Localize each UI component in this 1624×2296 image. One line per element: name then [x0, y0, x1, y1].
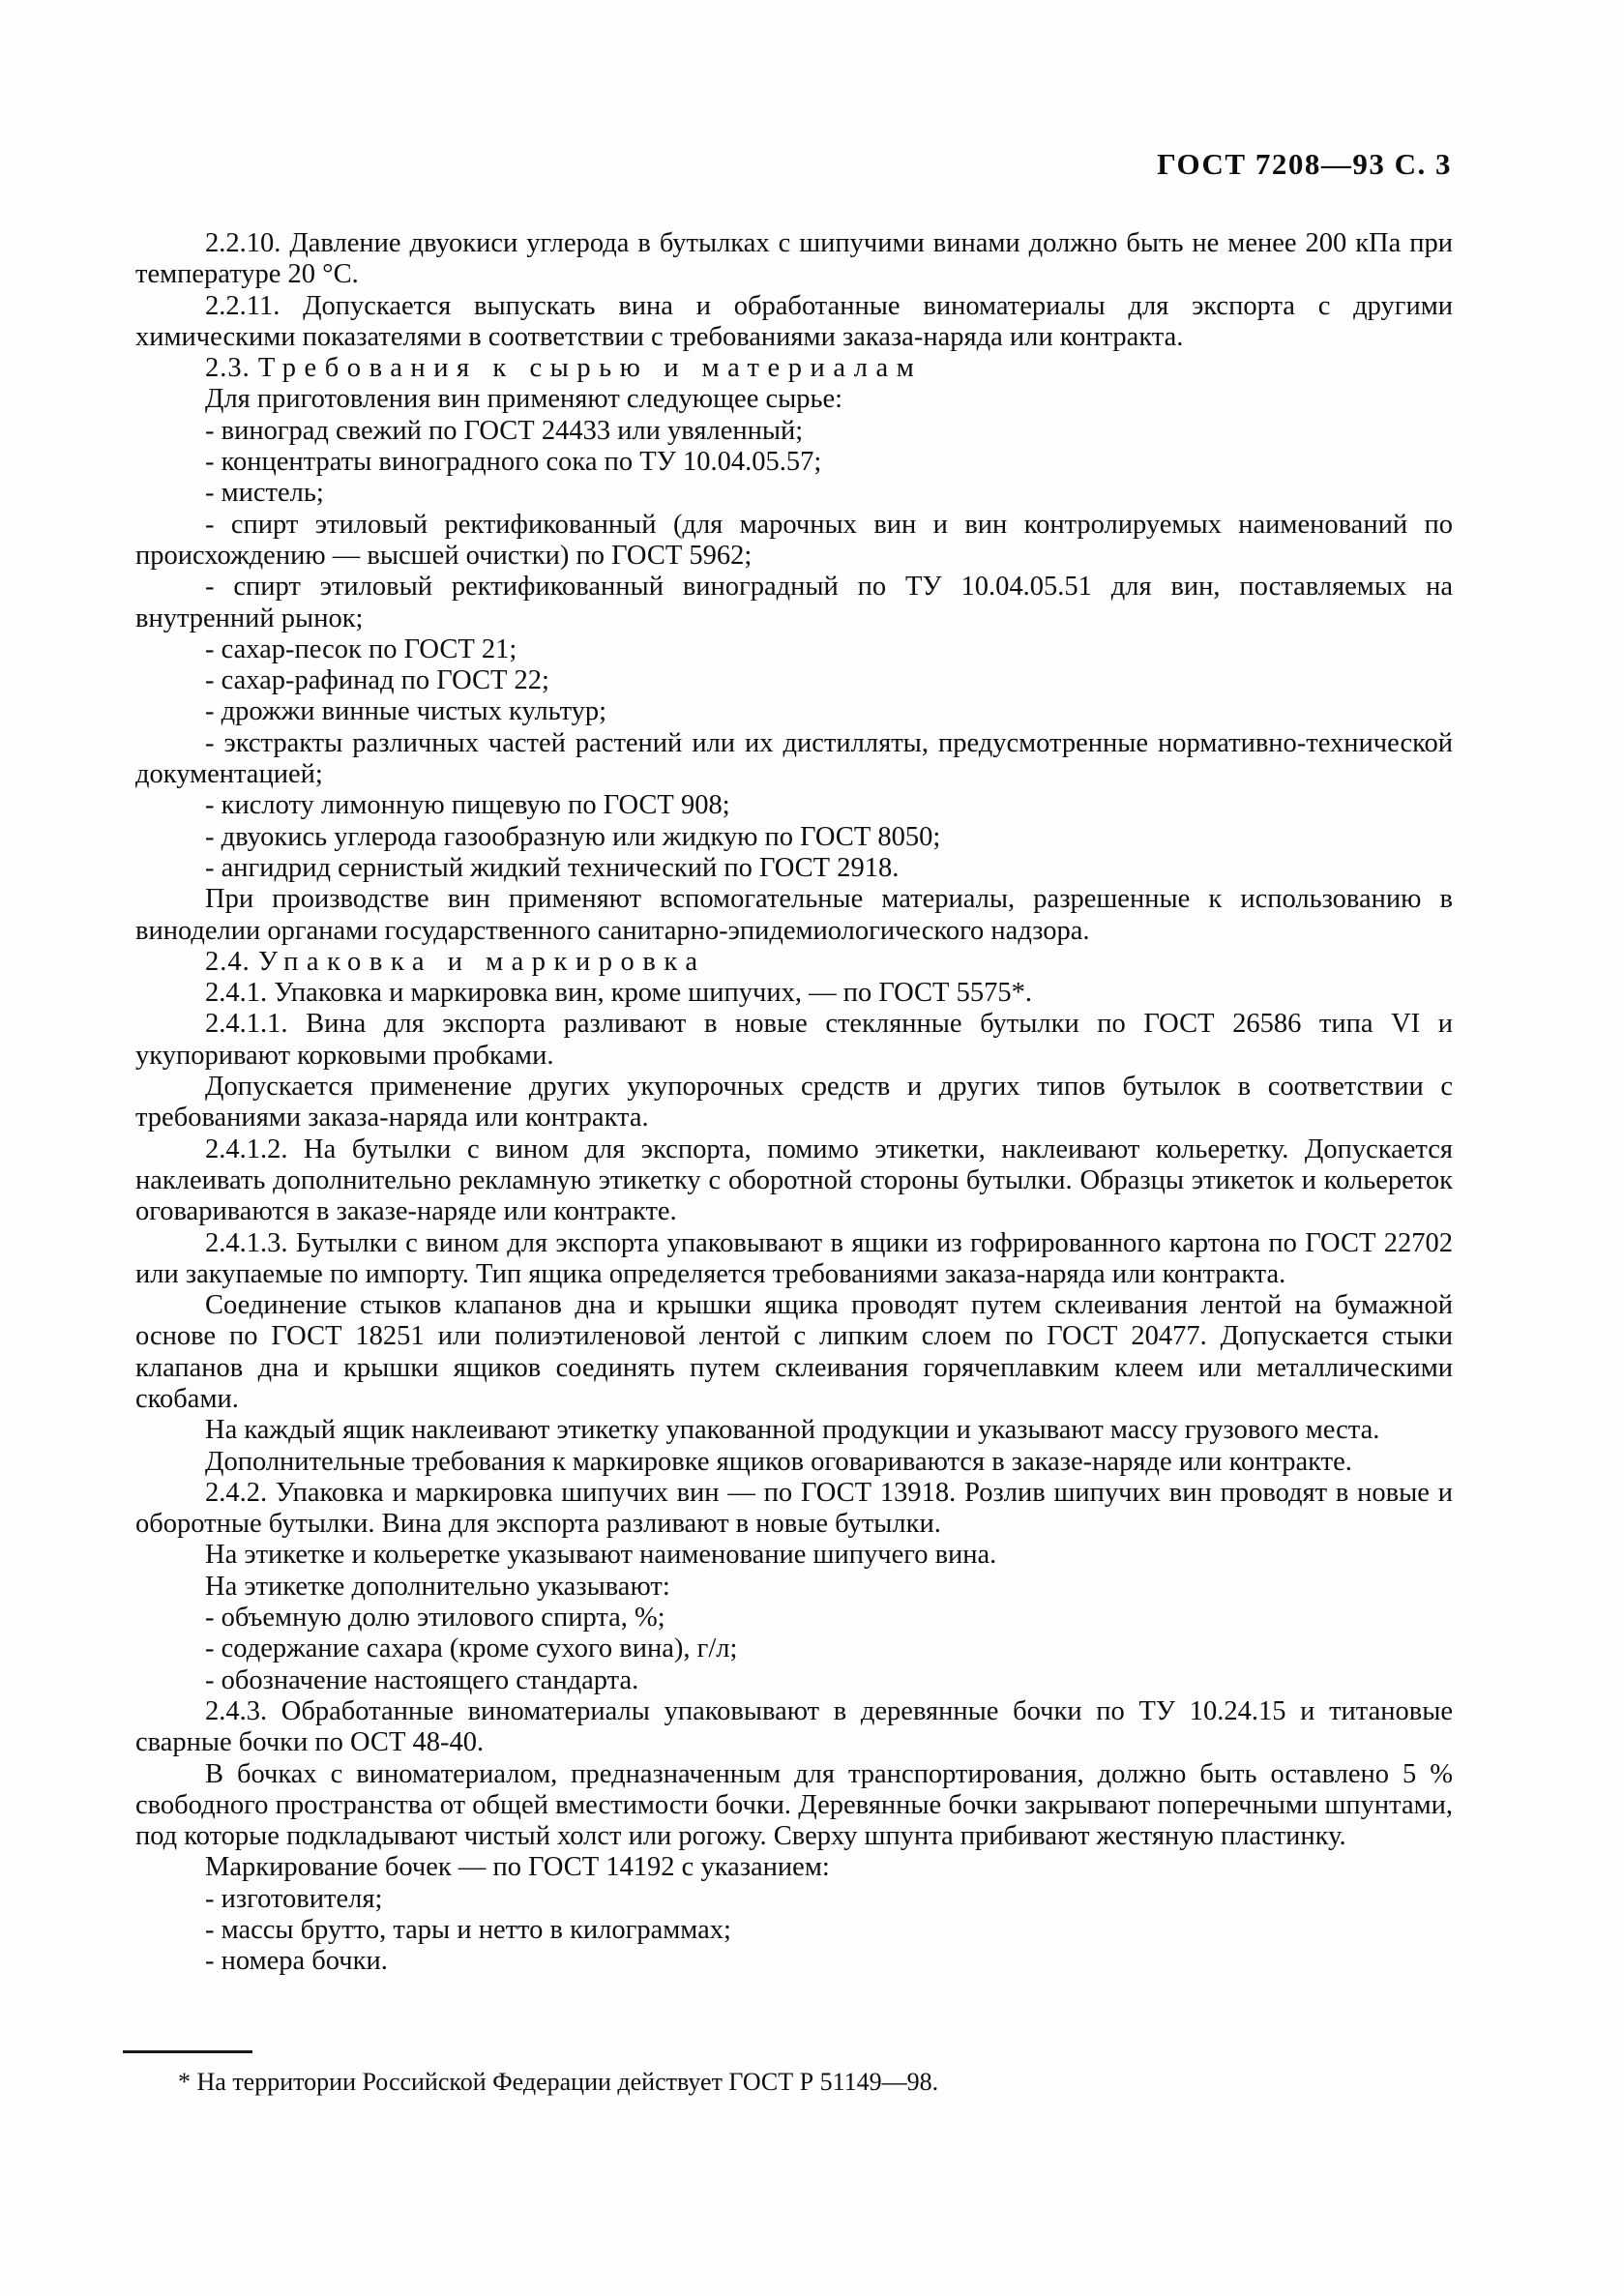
paragraph: Маркирование бочек — по ГОСТ 14192 с указанием:: [205, 1852, 830, 1883]
paragraph: - кислоту лимонную пищевую по ГОСТ 908;: [205, 790, 730, 821]
section-title: Упаковка и маркировка: [257, 946, 706, 977]
paragraph: При производстве вин применяют вспомогательные материалы, разрешенные к использованию в виноделии органами государственного санитарно-эпидемиологического надзора.: [135, 884, 1453, 946]
paragraph: 2.4.3. Обработанные виноматериалы упаковывают в деревянные бочки по ТУ 10.24.15 и титановые сварные бочки по ОСТ 48-40.: [135, 1695, 1453, 1758]
paragraph: 2.2.11. Допускается выпускать вина и обработанные виноматериалы для экспорта с другими химическими показателями в соответствии с требованиями заказа-наряда или контракта.: [135, 290, 1453, 352]
section-heading: [135, 353, 1453, 384]
paragraph: В бочках с виноматериалом, предназначенным для транспортирования, должно быть оставлено 5 % свободного пространства от общей вместимости бочки. Деревянные бочки закрывают поперечными шпунтами, под которые подкладывают чистый холст или рогожу. Сверху шпунта прибивают жестяную пластинку.: [135, 1758, 1453, 1852]
page-header: ГОСТ 7208—93 С. 3: [1157, 147, 1452, 181]
paragraph: - концентраты виноградного сока по ТУ 10.04.05.57;: [205, 447, 822, 478]
paragraph: 2.4.1. Упаковка и маркировка вин, кроме шипучих, — по ГОСТ 5575*.: [205, 978, 1032, 1009]
paragraph: На этикетке и кольеретке указывают наименование шипучего вина.: [205, 1540, 997, 1571]
section-title: Требования к сырью и материалам: [257, 353, 923, 384]
paragraph: 2.2.10. Давление двуокиси углерода в бутылках с шипучими винами должно быть не менее 200 кПа при температуре 20 °С.: [135, 228, 1453, 290]
section-heading: [135, 947, 1453, 978]
paragraph: Для приготовления вин применяют следующее сырье:: [205, 384, 843, 415]
paragraph: - виноград свежий по ГОСТ 24433 или увяленный;: [205, 415, 804, 446]
section-number: 2.4.: [205, 946, 258, 977]
footnote-text: * На территории Российской Федерации действует ГОСТ Р 51149—98.: [178, 2068, 939, 2096]
paragraph: - спирт этиловый ректификованный (для марочных вин и вин контролируемых наименований по происхождению — высшей очистки) по ГОСТ 5962;: [135, 509, 1453, 571]
section-number: 2.3.: [205, 353, 258, 384]
paragraph: - ангидрид сернистый жидкий технический по ГОСТ 2918.: [205, 852, 900, 883]
paragraph: - спирт этиловый ректификованный виноградный по ТУ 10.04.05.51 для вин, поставляемых на внутренний рынок;: [135, 572, 1453, 633]
paragraph: 2.4.2. Упаковка и маркировка шипучих вин — по ГОСТ 13918. Розлив шипучих вин проводят в новые и оборотные бутылки. Вина для экспорта разливают в новые бутылки.: [135, 1477, 1453, 1540]
document-body: [135, 228, 1453, 1978]
paragraph: - номера бочки.: [205, 1946, 388, 1977]
paragraph: 2.4.1.3. Бутылки с вином для экспорта упаковывают в ящики из гофрированного картона по ГОСТ 22702 или закупаемые по импорту. Тип ящика определяется требованиями заказа-наряда или контракта.: [135, 1227, 1453, 1289]
paragraph: - сахар-песок по ГОСТ 21;: [205, 633, 517, 664]
paragraph: - объемную долю этилового спирта, %;: [205, 1603, 665, 1634]
paragraph: Допускается применение других укупорочных средств и других типов бутылок в соответствии с требованиями заказа-наряда или контракта.: [135, 1072, 1453, 1133]
paragraph: На этикетке дополнительно указывают:: [205, 1571, 670, 1602]
paragraph: - двуокись углерода газообразную или жидкую по ГОСТ 8050;: [205, 821, 941, 852]
paragraph: На каждый ящик наклеивают этикетку упакованной продукции и указывают массу грузового места.: [205, 1415, 1380, 1446]
paragraph: - содержание сахара (кроме сухого вина), г/л;: [205, 1634, 738, 1664]
paragraph: - мистель;: [205, 478, 324, 509]
footnote-rule: [123, 2050, 252, 2053]
paragraph: - обозначение настоящего стандарта.: [205, 1664, 639, 1695]
paragraph: - изготовителя;: [205, 1883, 383, 1914]
paragraph: Дополнительные требования к маркировке ящиков оговариваются в заказе-наряде или контракте.: [205, 1446, 1352, 1477]
paragraph: 2.4.1.1. Вина для экспорта разливают в новые стеклянные бутылки по ГОСТ 26586 типа VI и укупоривают корковыми пробками.: [135, 1009, 1453, 1071]
paragraph: - массы брутто, тары и нетто в килограммах;: [205, 1915, 731, 1946]
paragraph: 2.4.1.2. На бутылки с вином для экспорта, помимо этикетки, наклеивают кольеретку. Допускается наклеивать дополнительно рекламную этикетку с оборотной стороны бутылки. Образцы этикеток и кольереток оговариваются в заказе-наряде или контракте.: [135, 1133, 1453, 1227]
paragraph: - дрожжи винные чистых культур;: [205, 696, 607, 727]
paragraph: - экстракты различных частей растений или их дистилляты, предусмотренные нормативно-технической документацией;: [135, 727, 1453, 790]
paragraph: - сахар-рафинад по ГОСТ 22;: [205, 665, 549, 696]
paragraph: Соединение стыков клапанов дна и крышки ящика проводят путем склеивания лентой на бумажной основе по ГОСТ 18251 или полиэтиленовой лентой с липким слоем по ГОСТ 20477. Допускается стыки клапанов дна и крышки ящиков соединять путем склеивания горячеплавким клеем или металлическими скобами.: [135, 1290, 1453, 1414]
